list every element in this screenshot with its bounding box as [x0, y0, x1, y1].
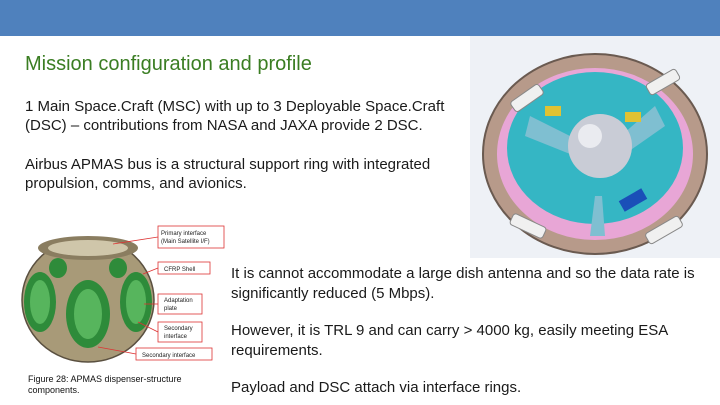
apmas-dispenser-graphic	[18, 222, 228, 370]
label-primary-interface: Primary interface	[161, 231, 207, 237]
label-adaptation: Adaptation	[164, 298, 193, 304]
label-secondary-interface: interface	[164, 334, 188, 340]
spacecraft-render-graphic	[470, 36, 720, 258]
paragraph-trl: However, it is TRL 9 and can carry > 4000 kg, easily meeting ESA requirements.	[231, 322, 668, 359]
figure-caption: Figure 28: APMAS dispenser-structure components.	[28, 374, 182, 395]
label-secondary: Secondary	[164, 326, 193, 332]
label-adaptation-plate: plate	[164, 306, 178, 312]
label-secondary-interface-bottom: Secondary interface	[142, 353, 196, 359]
apmas-dispenser-figure	[18, 222, 228, 370]
slide-title: Mission configuration and profile	[25, 53, 312, 75]
paragraph-interface-rings: Payload and DSC attach via interface rings.	[231, 379, 522, 396]
paragraph-msc-dsc: 1 Main Space.Craft (MSC) with up to 3 Deployable Space.Craft (DSC) – contributions from NASA and JAXA provide 2 DSC.	[25, 98, 445, 134]
slide-header-bar	[0, 0, 720, 36]
paragraph-data-rate: It is cannot accommodate a large dish antenna and so the data rate is significantly reduced (5 Mbps).	[231, 265, 695, 302]
spacecraft-render-image	[470, 36, 720, 258]
label-primary-interface-sub: (Main Satellite I/F)	[161, 239, 210, 245]
paragraph-apmas-bus: Airbus APMAS bus is a structural support ring with integrated propulsion, comms, and avionics.	[25, 156, 431, 192]
label-cfrp-shell: CFRP Shell	[164, 267, 196, 273]
